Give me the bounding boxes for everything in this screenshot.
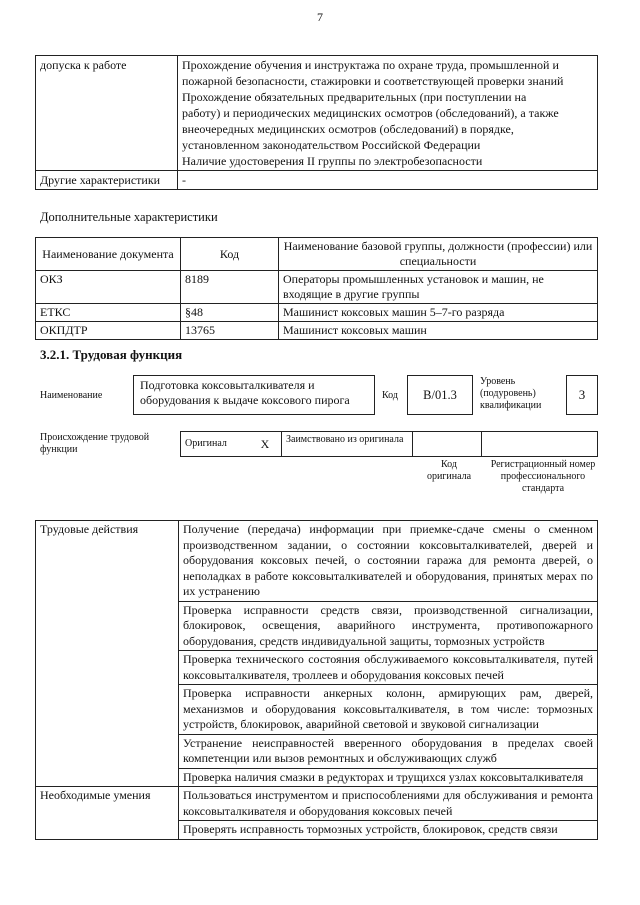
original-code-caption: Код оригинала: [426, 459, 472, 482]
action-item: Получение (передача) информации при приемке-сдаче смены о сменном производственном задании, о состоянии коксовыталкивателей, дверей и оборудования коксовых печей, о состоянии гаража для ремонта дверей, о неполадках в работе коксовыталкивателей и оборудования, принятых мерах по их устранению: [179, 521, 598, 602]
table-header-row: [36, 238, 598, 271]
text-line: Прохождение обязательных предварительных (при поступлении на: [182, 90, 527, 104]
text-line: установленном законодательством Российской Федерации: [182, 138, 481, 152]
text-line: Прохождение обучения и инструктажа по охране труда, промышленной и: [182, 58, 559, 72]
borrowed-label: Заимствовано из оригинала: [282, 432, 413, 457]
table-row: [36, 56, 598, 171]
table-row: [36, 521, 598, 602]
action-item: Проверка исправности анкерных колонн, армирующих рам, дверей, механизмов и оборудования коксовыталкивателя, в том числе: тормозных устройств, блокировок, аварийной световой и звуковой сигнализации: [179, 685, 598, 735]
table-cell: ЕТКС: [36, 304, 181, 322]
row-label: Другие характеристики: [36, 171, 178, 190]
text-line: Наличие удостоверения II группы по электробезопасности: [182, 154, 483, 168]
column-header: Код: [181, 238, 279, 271]
table-cell: ОКПДТР: [36, 322, 181, 340]
page-number: 7: [317, 10, 323, 24]
level-box: 3: [566, 375, 598, 415]
row-value: -: [178, 171, 598, 190]
actions-table: [35, 520, 598, 840]
section-title: 3.2.1. Трудовая функция: [40, 347, 183, 362]
text-line: работу) и периодических медицинских осмотров (обследований), а также: [182, 106, 559, 120]
table-row: [36, 304, 598, 322]
table-row: [36, 322, 598, 340]
table-row: [36, 787, 598, 821]
code-label: Код: [382, 390, 398, 401]
name-label: Наименование: [40, 390, 103, 401]
function-name-box: Подготовка коксовыталкивателя и оборудования к выдаче коксового пирога: [133, 375, 375, 415]
action-item: Проверка технического состояния обслуживаемого коксовыталкивателя, путей коксовыталкивателя, троллеев и оборудования коксовых печей: [179, 651, 598, 685]
origin-row: [180, 431, 598, 457]
original-mark: X: [249, 432, 282, 457]
table-cell: Операторы промышленных установок и машин, не входящие в другие группы: [279, 271, 598, 304]
original-label: Оригинал: [181, 432, 250, 457]
skill-item: Проверять исправность тормозных устройств, блокировок, средств связи: [179, 821, 598, 840]
registration-number-caption: Регистрационный номер профессионального стандарта: [490, 459, 596, 494]
text-line: внеочередных медицинских осмотров (обследований) в порядке,: [182, 122, 514, 136]
skills-label: Необходимые умения: [36, 787, 179, 840]
row-label: допуска к работе: [36, 56, 178, 171]
actions-label: Трудовые действия: [36, 521, 179, 787]
classification-table: [35, 237, 598, 340]
level-label: Уровень (подуровень) квалификации: [480, 376, 542, 411]
column-header: Наименование документа: [36, 238, 181, 271]
action-item: Проверка наличия смазки в редукторах и трущихся узлах коксовыталкивателя: [179, 768, 598, 787]
table-cell: ОКЗ: [36, 271, 181, 304]
code-box: В/01.3: [407, 375, 473, 415]
table-row: [36, 171, 598, 190]
requirements-table: [35, 55, 598, 190]
table-cell: Машинист коксовых машин 5–7-го разряда: [279, 304, 598, 322]
table-cell: §48: [181, 304, 279, 322]
skill-item: Пользоваться инструментом и приспособлениями для обслуживания и ремонта коксовыталкивателя и оборудования коксовых печей: [179, 787, 598, 821]
row-value: [178, 56, 598, 171]
registration-number-cell: [482, 432, 598, 457]
table-cell: Машинист коксовых машин: [279, 322, 598, 340]
origin-label: Происхождение трудовой функции: [40, 432, 150, 455]
original-code-cell: [413, 432, 482, 457]
section-caption: Дополнительные характеристики: [40, 210, 218, 224]
action-item: Проверка исправности средств связи, производственной сигнализации, блокировок, освещения, аварийного инструмента, противопожарного оборудования, средств индивидуальной защиты, тормозных устройств: [179, 601, 598, 651]
table-row: [36, 271, 598, 304]
column-header: Наименование базовой группы, должности (профессии) или специальности: [279, 238, 598, 271]
text-line: пожарной безопасности, стажировки и соответствующей проверки знаний: [182, 74, 564, 88]
action-item: Устранение неисправностей вверенного оборудования в пределах своей компетенции или вызов ремонтных и обслуживающих служб: [179, 734, 598, 768]
table-cell: 13765: [181, 322, 279, 340]
table-cell: 8189: [181, 271, 279, 304]
